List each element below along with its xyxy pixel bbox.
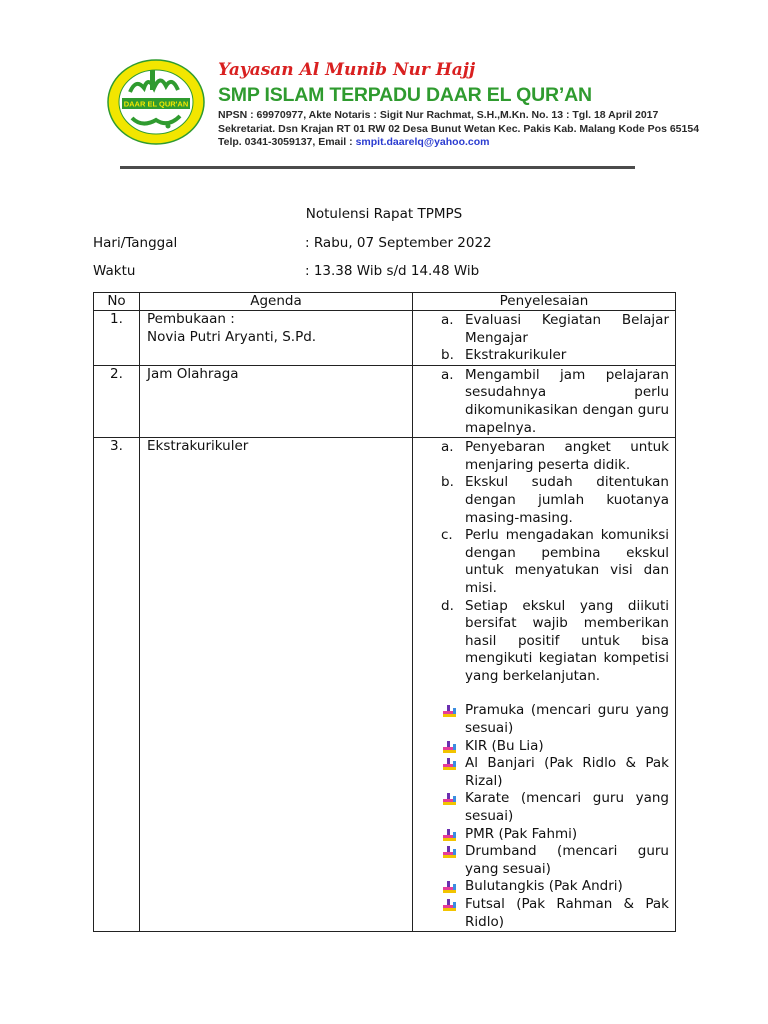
table-header-row bbox=[94, 293, 676, 311]
row-agenda bbox=[140, 438, 413, 932]
list-marker: a. bbox=[441, 312, 454, 328]
list-item bbox=[413, 439, 669, 474]
resolution-list bbox=[413, 439, 669, 685]
registration-line: NPSN : 69970977, Akte Notaris : Sigit Nur Rachmat, S.H.,M.Kn. No. 13 : Tgl. 18 April 2017 bbox=[218, 109, 659, 121]
arrow-bullet-icon bbox=[443, 793, 456, 805]
row-agenda bbox=[140, 311, 413, 366]
arrow-bullet-icon bbox=[443, 899, 456, 911]
contact-line bbox=[218, 136, 490, 148]
arrow-bullet-icon bbox=[443, 829, 456, 841]
row-number: 2. bbox=[94, 365, 140, 437]
list-marker: a. bbox=[441, 366, 454, 383]
bullet-text: Futsal (Pak Rahman & Pak Ridlo) bbox=[465, 896, 669, 930]
list-text: Evaluasi Kegiatan Belajar Mengajar bbox=[465, 312, 669, 346]
bullet-text: Bulutangkis (Pak Andri) bbox=[465, 878, 623, 895]
header-no: No bbox=[94, 293, 140, 311]
bullet-item bbox=[413, 878, 669, 896]
bullet-text: Karate (mencari guru yang sesuai) bbox=[465, 790, 669, 825]
arrow-bullet-icon bbox=[443, 758, 456, 770]
meta-label-date: Hari/Tanggal bbox=[93, 235, 178, 251]
resolution-list bbox=[413, 312, 669, 365]
foundation-name: Yayasan Al Munib Nur Hajj bbox=[218, 60, 476, 80]
address-line: Sekretariat. Dsn Krajan RT 01 RW 02 Desa Bunut Wetan Kec. Pakis Kab. Malang Kode Pos 65154 bbox=[218, 123, 700, 135]
header-agenda: Agenda bbox=[140, 293, 413, 311]
letterhead-divider bbox=[120, 166, 635, 169]
list-text: Setiap ekskul yang diikuti bersifat wajib memberikan hasil positif untuk bisa mengikuti kegiatan kompetisi yang berkelanjutan. bbox=[465, 597, 669, 684]
arrow-bullet-icon bbox=[443, 881, 456, 893]
meta-label-time: Waktu bbox=[93, 263, 136, 279]
meta-value-time: : 13.38 Wib s/d 14.48 Wib bbox=[305, 263, 480, 279]
bullet-item bbox=[413, 896, 669, 931]
table-row bbox=[94, 311, 676, 366]
school-logo bbox=[106, 58, 206, 146]
bullet-text: Pramuka (mencari guru yang sesuai) bbox=[465, 702, 669, 737]
table-row bbox=[94, 438, 676, 932]
bullet-item bbox=[413, 702, 669, 737]
logo-text: DAAR EL QUR'AN bbox=[123, 99, 189, 109]
email-link[interactable]: smpit.daarelq@yahoo.com bbox=[355, 136, 490, 148]
bullet-item bbox=[413, 826, 669, 844]
row-number: 1. bbox=[94, 311, 140, 366]
list-marker: b. bbox=[441, 347, 454, 364]
ekskul-bullet-list bbox=[413, 702, 669, 931]
list-item bbox=[413, 347, 669, 365]
phone-text: Telp. 0341-3059137, Email : bbox=[218, 136, 356, 148]
resolution-list bbox=[413, 367, 669, 437]
list-marker: a. bbox=[441, 439, 454, 456]
minutes-table bbox=[93, 292, 676, 932]
row-resolution bbox=[413, 365, 676, 437]
list-item bbox=[413, 598, 669, 686]
row-number: 3. bbox=[94, 438, 140, 932]
meta-value-date: : Rabu, 07 September 2022 bbox=[305, 235, 492, 251]
list-text: Ekstrakurikuler bbox=[465, 347, 567, 364]
header-penyelesaian: Penyelesaian bbox=[413, 293, 676, 311]
list-text: Ekskul sudah ditentukan dengan jumlah kuotanya masing-masing. bbox=[465, 474, 669, 526]
bullet-item bbox=[413, 790, 669, 825]
list-text: Mengambil jam pelajaran sesudahnya perlu dikomunikasikan dengan guru mapelnya. bbox=[465, 366, 669, 436]
row-resolution bbox=[413, 311, 676, 366]
list-text: Penyebaran angket untuk menjaring peserta didik. bbox=[465, 439, 669, 473]
row-agenda bbox=[140, 365, 413, 437]
list-item bbox=[413, 312, 669, 347]
bullet-text: PMR (Pak Fahmi) bbox=[465, 825, 578, 842]
list-item bbox=[413, 474, 669, 527]
bullet-text: Drumband (mencari guru yang sesuai) bbox=[465, 843, 669, 877]
agenda-line: Novia Putri Aryanti, S.Pd. bbox=[147, 328, 317, 345]
agenda-line: Ekstrakurikuler bbox=[147, 438, 249, 455]
document-title: Notulensi Rapat TPMPS bbox=[305, 206, 463, 222]
arrow-bullet-icon bbox=[443, 705, 456, 717]
list-marker: d. bbox=[441, 597, 454, 614]
list-item bbox=[413, 527, 669, 597]
list-item bbox=[413, 367, 669, 437]
bullet-item bbox=[413, 755, 669, 790]
agenda-line: Jam Olahraga bbox=[147, 365, 239, 382]
table-row bbox=[94, 365, 676, 437]
arrow-bullet-icon bbox=[443, 741, 456, 753]
school-name: SMP ISLAM TERPADU DAAR EL QUR’AN bbox=[218, 84, 592, 106]
spacer bbox=[413, 685, 669, 702]
list-marker: c. bbox=[441, 527, 453, 544]
agenda-line: Pembukaan : bbox=[147, 311, 235, 327]
bullet-text: Al Banjari (Pak Ridlo & Pak Rizal) bbox=[465, 755, 669, 789]
row-resolution bbox=[413, 438, 676, 932]
list-text: Perlu mengadakan komuniksi dengan pembina ekskul untuk menyatukan visi dan misi. bbox=[465, 527, 669, 596]
list-marker: b. bbox=[441, 474, 454, 491]
bullet-item bbox=[413, 738, 669, 756]
bullet-item bbox=[413, 843, 669, 878]
arrow-bullet-icon bbox=[443, 846, 456, 858]
bullet-text: KIR (Bu Lia) bbox=[465, 737, 544, 754]
